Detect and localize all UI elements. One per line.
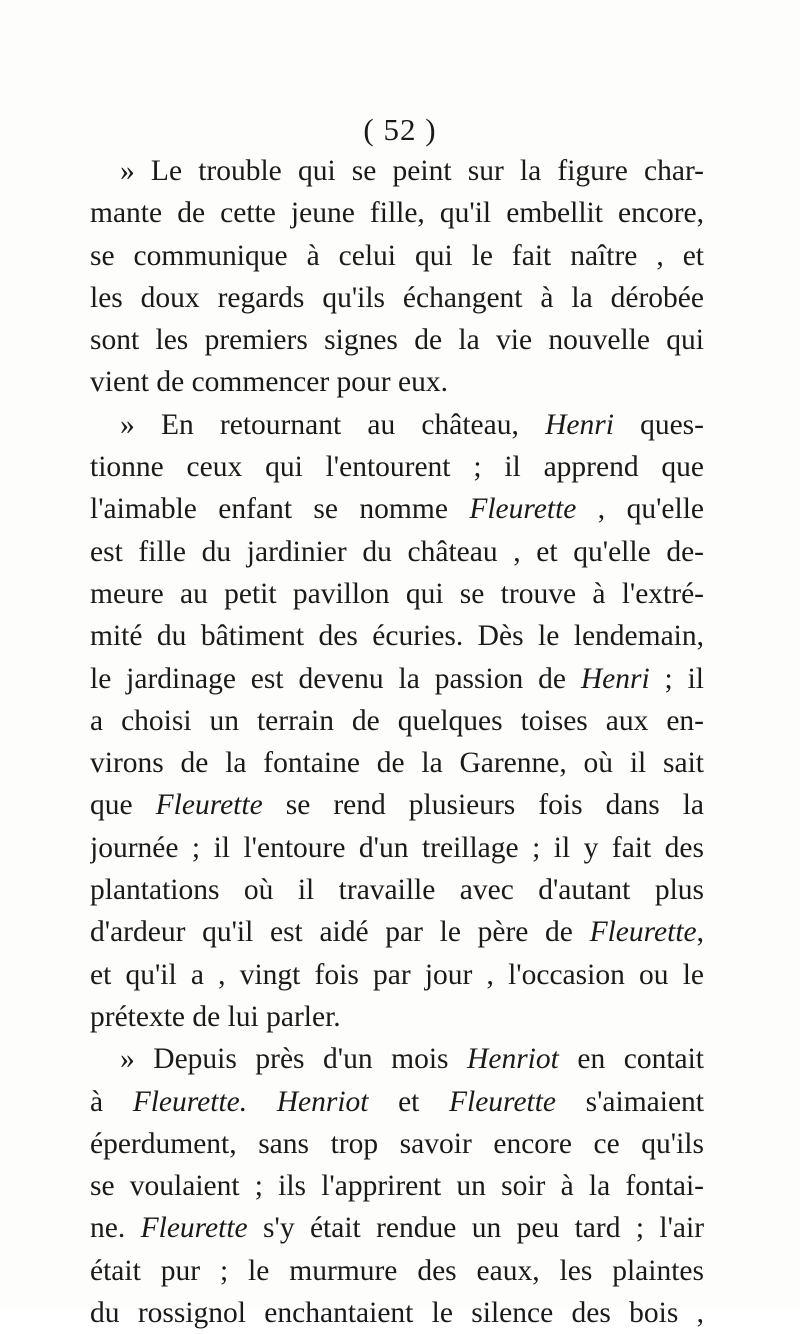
text-segment: , xyxy=(696,916,704,949)
text-segment: virons de la fontaine de la Garenne, où il sait xyxy=(90,747,704,780)
text-segment: » Le trouble qui se peint sur la figure char- xyxy=(120,155,704,187)
text-segment: mité du bâtiment des écuries. Dès le lendemain, xyxy=(90,620,704,653)
text-line xyxy=(90,615,704,657)
text-segment: s'y était rendue un peu tard ; l'air xyxy=(247,1212,704,1245)
text-segment: journée ; il l'entoure d'un treillage ; il y fait des xyxy=(90,831,704,864)
text-segment: les doux regards qu'ils échangent à la dérobée xyxy=(90,281,704,314)
text-segment: éperdument, sans trop savoir encore ce qu'ils xyxy=(90,1127,704,1160)
text-segment: plantations où il travaille avec d'autant plus xyxy=(90,874,704,907)
text-line xyxy=(90,1207,704,1249)
text-segment: meure au petit pavillon qui se trouve à l'extré- xyxy=(90,577,704,610)
italic-text-segment: Fleurette xyxy=(589,916,697,949)
text-line xyxy=(90,784,704,826)
text-line xyxy=(90,531,704,573)
text-segment: est fille du jardinier du château , et qu'elle de- xyxy=(90,535,704,568)
italic-text-segment: Fleurette. Henriot xyxy=(132,1085,369,1118)
text-line xyxy=(90,404,704,446)
text-line xyxy=(90,150,704,192)
text-segment: se communique à celui qui le fait naître , et xyxy=(90,239,704,272)
text-segment: » Depuis près d'un mois xyxy=(120,1043,468,1076)
text-line xyxy=(90,1292,704,1334)
text-segment: vient de commencer pour eux. xyxy=(90,366,448,399)
text-segment: et xyxy=(368,1085,449,1118)
text-segment: ques- xyxy=(613,408,704,441)
text-line xyxy=(90,319,704,361)
text-segment: était pur ; le murmure des eaux, les plaintes xyxy=(90,1254,704,1287)
text-segment: a choisi un terrain de quelques toises aux en- xyxy=(90,704,704,737)
body-text xyxy=(90,150,704,1334)
text-segment: tionne ceux qui l'entourent ; il apprend que xyxy=(90,451,704,484)
italic-text-segment: Fleurette xyxy=(449,1085,557,1118)
text-line xyxy=(90,277,704,319)
text-line xyxy=(90,1081,704,1123)
text-line xyxy=(90,869,704,911)
text-line xyxy=(90,742,704,784)
text-line xyxy=(90,658,704,700)
text-segment: sont les premiers signes de la vie nouvelle qui xyxy=(90,324,704,357)
text-line xyxy=(90,573,704,615)
page-number: ( 52 ) xyxy=(363,112,437,147)
text-segment: , qu'elle xyxy=(576,493,704,526)
italic-text-segment: Fleurette xyxy=(469,493,577,526)
italic-text-segment: Henri xyxy=(580,662,650,695)
text-segment: à xyxy=(90,1085,133,1118)
text-line xyxy=(90,1165,704,1207)
text-line xyxy=(90,700,704,742)
text-segment: s'aimaient xyxy=(556,1085,704,1118)
text-line xyxy=(90,996,704,1038)
text-segment: prétexte de lui parler. xyxy=(90,1000,341,1033)
text-line xyxy=(90,361,704,403)
text-line xyxy=(90,954,704,996)
text-segment: d'ardeur qu'il est aidé par le père de xyxy=(90,916,590,949)
italic-text-segment: Henriot xyxy=(467,1043,559,1076)
text-line xyxy=(90,1250,704,1292)
text-segment: se voulaient ; ils l'apprirent un soir à la fontai- xyxy=(90,1170,704,1203)
text-segment: du rossignol enchantaient le silence des bois , xyxy=(90,1297,704,1330)
text-segment: ; il xyxy=(649,662,704,695)
text-segment: » En retournant au château, xyxy=(120,408,546,441)
text-line xyxy=(90,488,704,530)
text-line xyxy=(90,827,704,869)
text-segment: ne. xyxy=(90,1212,141,1245)
text-segment: se rend plusieurs fois dans la xyxy=(262,789,704,822)
text-line xyxy=(90,192,704,234)
text-segment: et qu'il a , vingt fois par jour , l'occasion ou le xyxy=(90,958,704,991)
italic-text-segment: Fleurette xyxy=(140,1212,248,1245)
text-line xyxy=(90,1038,704,1080)
text-segment: que xyxy=(90,789,156,822)
text-segment: l'aimable enfant se nomme xyxy=(90,493,470,526)
italic-text-segment: Fleurette xyxy=(155,789,263,822)
text-line xyxy=(90,911,704,953)
text-line xyxy=(90,1123,704,1165)
text-line xyxy=(90,235,704,277)
text-line xyxy=(90,446,704,488)
text-segment: le jardinage est devenu la passion de xyxy=(90,662,581,695)
italic-text-segment: Henri xyxy=(545,408,614,441)
text-segment: mante de cette jeune fille, qu'il embellit encore, xyxy=(90,197,704,230)
text-segment: en contait xyxy=(558,1043,704,1076)
